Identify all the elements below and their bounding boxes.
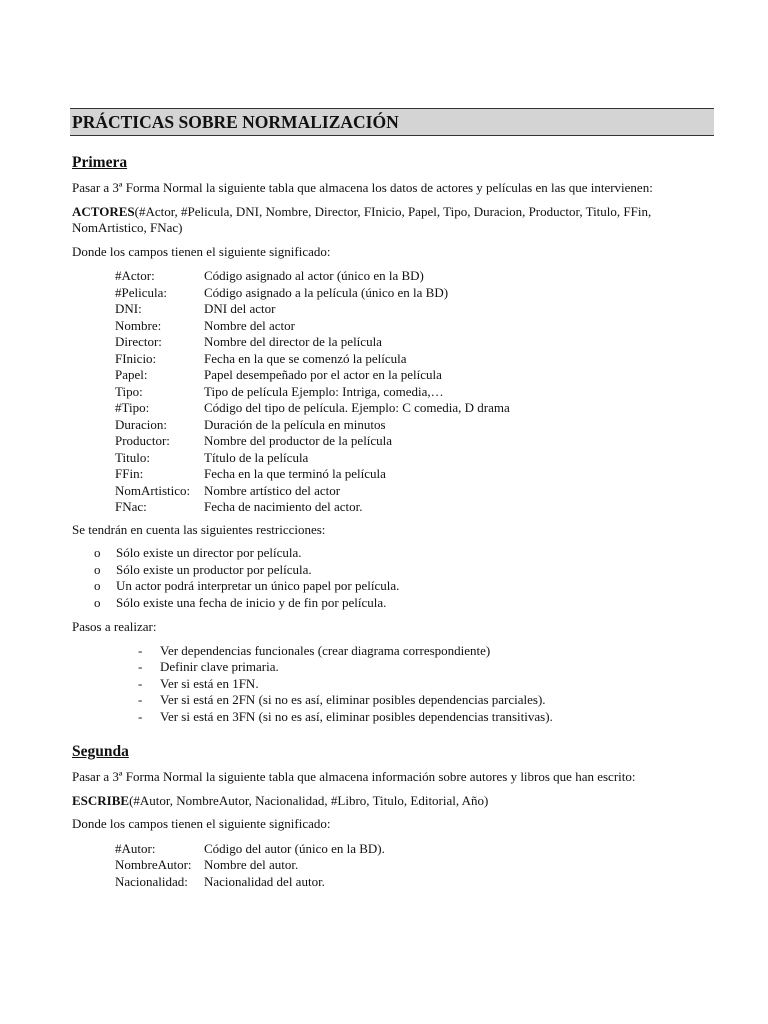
- steps-list: [70, 643, 714, 726]
- list-item: [94, 562, 714, 579]
- field-row: [115, 483, 714, 500]
- field-row: [115, 874, 714, 891]
- schema-name: ESCRIBE: [72, 792, 130, 808]
- document-title: PRÁCTICAS SOBRE NORMALIZACIÓN: [70, 108, 714, 136]
- field-row: [115, 433, 714, 450]
- dash-icon: -: [138, 642, 143, 658]
- list-item: [94, 545, 714, 562]
- list-item-text: Sólo existe un director por película.: [116, 545, 302, 560]
- fields-intro: Donde los campos tienen el siguiente significado:: [72, 816, 331, 831]
- field-row: [115, 285, 714, 302]
- field-name: Productor:: [115, 433, 170, 448]
- field-description: Nacionalidad del autor.: [204, 873, 325, 889]
- field-name: Nacionalidad:: [115, 873, 188, 889]
- list-item-text: Sólo existe una fecha de inicio y de fin por película.: [116, 594, 387, 610]
- bullet-icon: o: [94, 545, 101, 560]
- field-row: [115, 400, 714, 417]
- list-item: [138, 692, 714, 709]
- field-row: [115, 384, 714, 401]
- field-name: Director:: [115, 334, 162, 349]
- table-schema: [72, 204, 714, 237]
- dash-icon: -: [138, 708, 143, 724]
- field-row: [115, 301, 714, 318]
- list-item-text: Ver dependencias funcionales (crear diagrama correspondiente): [160, 642, 491, 658]
- field-name: FNac:: [115, 499, 147, 514]
- list-item-text: Definir clave primaria.: [160, 659, 279, 674]
- field-name: NombreAutor:: [115, 857, 192, 872]
- field-description: Fecha en la que terminó la película: [204, 466, 386, 481]
- bullet-icon: o: [94, 578, 101, 593]
- field-name: #Actor:: [115, 268, 155, 283]
- restrictions-list: [70, 545, 714, 611]
- field-name: Duracion:: [115, 416, 167, 432]
- field-name: DNI:: [115, 301, 142, 316]
- list-item-text: Un actor podrá interpretar un único papel por película.: [116, 578, 400, 593]
- list-item-text: Ver si está en 3FN (si no es así, eliminar posibles dependencias transitivas).: [160, 708, 553, 724]
- field-name: #Tipo:: [115, 400, 150, 415]
- field-row: [115, 841, 714, 858]
- field-description: Nombre artístico del actor: [204, 482, 341, 498]
- list-item-text: Ver si está en 2FN (si no es así, eliminar posibles dependencias parciales).: [160, 692, 546, 707]
- table-schema: [72, 793, 714, 810]
- fields-intro: Donde los campos tienen el siguiente significado:: [72, 243, 331, 259]
- field-name: FInicio:: [115, 350, 157, 366]
- dash-icon: -: [138, 675, 143, 691]
- field-description: Código asignado a la película (único en la BD): [204, 284, 449, 300]
- list-item: [138, 709, 714, 726]
- field-name: Tipo:: [115, 383, 143, 399]
- field-description: Nombre del productor de la película: [204, 433, 393, 448]
- field-row: [115, 318, 714, 335]
- dash-icon: -: [138, 659, 143, 674]
- field-row: [115, 367, 714, 384]
- field-name: Titulo:: [115, 449, 150, 465]
- section-heading-segunda: Segunda: [72, 743, 129, 760]
- field-description: Código del tipo de película. Ejemplo: C comedia, D drama: [204, 400, 510, 415]
- field-name: #Pelicula:: [115, 284, 167, 300]
- document-page: [70, 108, 714, 896]
- field-description: Nombre del actor: [204, 317, 295, 333]
- steps-intro: Pasos a realizar:: [72, 619, 157, 634]
- field-description: Papel desempeñado por el actor en la película: [204, 367, 442, 382]
- field-row: [115, 857, 714, 874]
- field-row: [115, 351, 714, 368]
- schema-attributes: (#Actor, #Pelicula, DNI, Nombre, Director, FInicio, Papel, Tipo, Duracion, Productor, Titulo, FFin, NomArtistico, FNac): [72, 203, 652, 235]
- list-item: [94, 595, 714, 612]
- field-description: DNI del actor: [204, 301, 276, 316]
- field-name: FFin:: [115, 466, 144, 481]
- list-item: [138, 643, 714, 660]
- list-item: [138, 676, 714, 693]
- field-row: [115, 417, 714, 434]
- field-description: Código asignado al actor (único en la BD): [204, 268, 424, 283]
- field-description: Tipo de película Ejemplo: Intriga, comedia,…: [204, 383, 444, 399]
- section-heading-primera: Primera: [72, 154, 128, 171]
- field-row: [115, 268, 714, 285]
- field-description: Fecha de nacimiento del actor.: [204, 499, 363, 514]
- field-row: [115, 466, 714, 483]
- schema-attributes: (#Autor, NombreAutor, Nacionalidad, #Libro, Titulo, Editorial, Año): [129, 792, 489, 808]
- field-description: Duración de la película en minutos: [204, 416, 386, 432]
- schema-name: ACTORES: [72, 203, 135, 219]
- list-item-text: Ver si está en 1FN.: [160, 675, 259, 691]
- field-name: NomArtistico:: [115, 482, 191, 498]
- section-intro: Pasar a 3ª Forma Normal la siguiente tabla que almacena información sobre autores y libros que han escrito:: [72, 769, 636, 784]
- field-description: Nombre del autor.: [204, 857, 299, 872]
- bullet-icon: o: [94, 594, 101, 610]
- list-item: [94, 578, 714, 595]
- list-item: [138, 659, 714, 676]
- field-description: Título de la película: [204, 449, 309, 465]
- field-name: Nombre:: [115, 317, 162, 333]
- field-description: Nombre del director de la película: [204, 334, 382, 349]
- field-row: [115, 450, 714, 467]
- list-item-text: Sólo existe un productor por película.: [116, 561, 312, 577]
- field-definitions: [115, 268, 714, 516]
- field-name: Papel:: [115, 367, 148, 382]
- field-name: #Autor:: [115, 840, 156, 856]
- field-description: Fecha en la que se comenzó la película: [204, 350, 407, 366]
- section-intro: Pasar a 3ª Forma Normal la siguiente tabla que almacena los datos de actores y películas en las que intervienen:: [72, 180, 653, 195]
- field-row: [115, 499, 714, 516]
- dash-icon: -: [138, 692, 143, 707]
- restrictions-intro: Se tendrán en cuenta las siguientes restricciones:: [72, 521, 326, 537]
- field-definitions: [115, 841, 714, 891]
- field-description: Código del autor (único en la BD).: [204, 840, 385, 856]
- bullet-icon: o: [94, 561, 101, 577]
- field-row: [115, 334, 714, 351]
